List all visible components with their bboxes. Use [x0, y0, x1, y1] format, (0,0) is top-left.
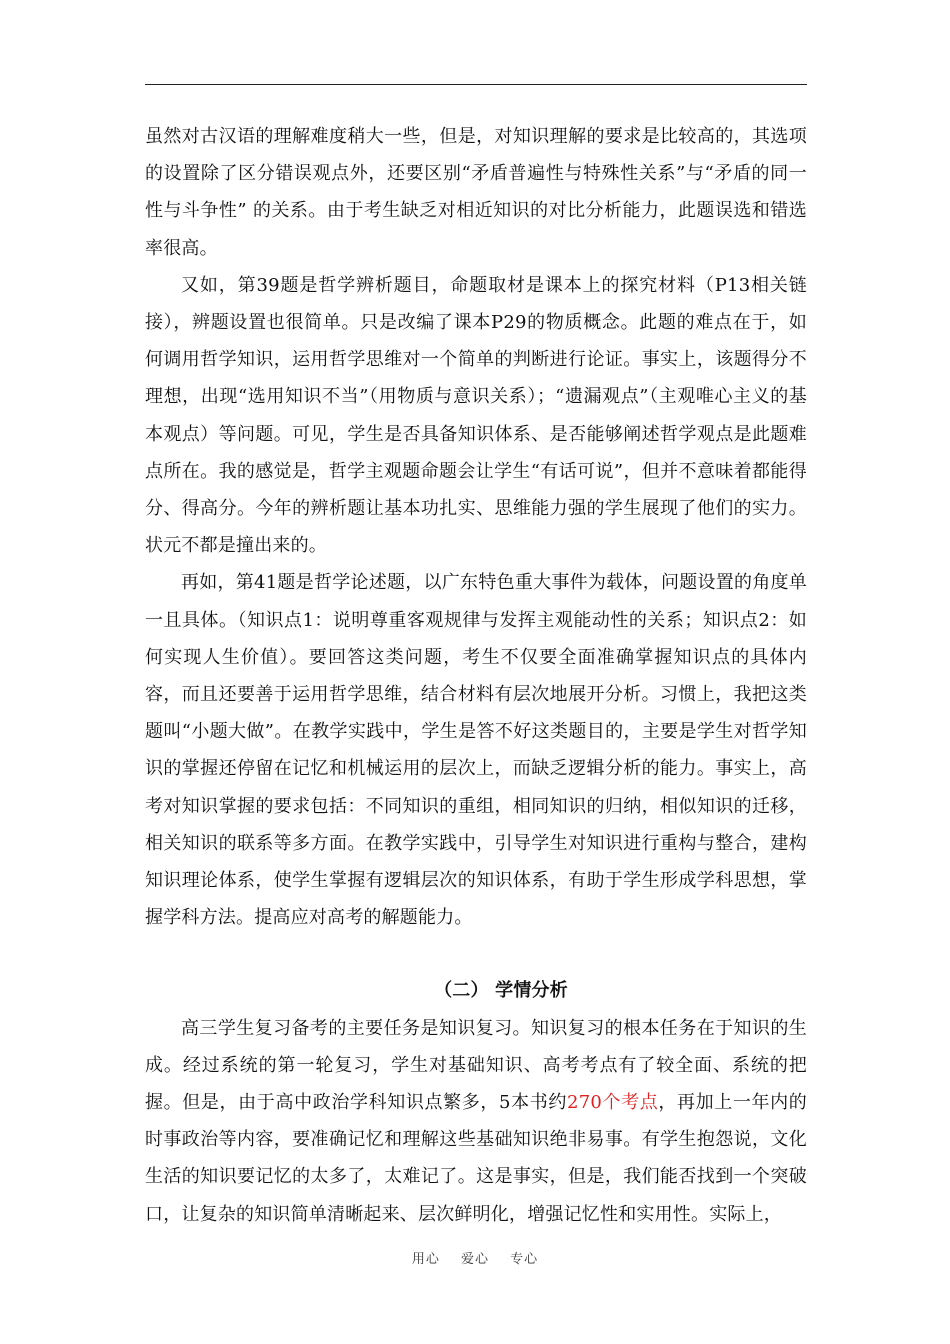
section-heading: （二） 学情分析	[434, 980, 568, 1002]
document-body	[145, 118, 807, 1233]
paragraph-4-part-a: 高三学生复习备考的主要任务是知识复习。知识复习的根本任务在于知识的生成。经过系统的第一轮复习，学生对基础知识、高考考点有了较全面、系统的把握。但是，由于高中政治学科知识点繁多，5本书约	[145, 1017, 807, 1114]
footer-item-3: 专心	[510, 1252, 539, 1267]
paragraph-4-part-b: ，再加上一年内的时事政治等内容，要准确记忆和理解这些基础知识绝非易事。有学生抱怨说，文化生活的知识要记忆的太多了，太难记了。这是事实，但是，我们能否找到一个突破口，让复杂的知识简单清晰起来、层次鲜明化，增强记忆性和实用性。实际上，	[145, 1092, 807, 1225]
highlighted-text: 270个考点	[567, 1092, 659, 1114]
paragraph-3: 再如，第41题是哲学论述题，以广东特色重大事件为载体，问题设置的角度单一且具体。（知识点1：说明尊重客观规律与发挥主观能动性的关系；知识点2：如何实现人生价值）。要回答这类问题，考生不仅要全面准确掌握知识点的具体内容，而且还要善于运用哲学思维，结合材料有层次地展开分析。习惯上，我把这类题叫“小题大做”。在教学实践中，学生是答不好这类题目的，主要是学生对哲学知识的掌握还停留在记忆和机械运用的层次上，而缺乏逻辑分析的能力。事实上，高考对知识掌握的要求包括：不同知识的重组，相同知识的归纳，相似知识的迁移，相关知识的联系等多方面。在教学实践中，引导学生对知识进行重构与整合，建构知识理论体系，使学生掌握有逻辑层次的知识体系，有助于学生形成学科思想，掌握学科方法。提高应对高考的解题能力。	[145, 572, 807, 929]
paragraph-2: 又如，第39题是哲学辨析题目，命题取材是课本上的探究材料（P13相关链接），辨题设置也很简单。只是改编了课本P29的物质概念。此题的难点在于，如何调用哲学知识，运用哲学思维对一个简单的判断进行论证。事实上，该题得分不理想，出现“选用知识不当”（用物质与意识关系）；“遗漏观点”（主观唯心主义的基本观点）等问题。可见，学生是否具备知识体系、是否能够阐述哲学观点是此题难点所在。我的感觉是，哲学主观题命题会让学生“有话可说”，但并不意味着都能得分、得高分。今年的辨析题让基本功扎实、思维能力强的学生展现了他们的实力。状元不都是撞出来的。	[145, 274, 807, 557]
footer-item-2: 爱心	[460, 1252, 489, 1267]
paragraph-1: 虽然对古汉语的理解难度稍大一些，但是，对知识理解的要求是比较高的，其选项的设置除了区分错误观点外，还要区别“矛盾普遍性与特殊性关系”与“矛盾的同一性与斗争性” 的关系。由于考生缺乏对相近知识的对比分析能力，此题误选和错选率很高。	[145, 126, 807, 259]
header-rule	[145, 84, 807, 85]
page-footer	[0, 1248, 950, 1267]
paragraph-4	[145, 1010, 807, 1233]
footer-item-1: 用心	[411, 1252, 440, 1267]
